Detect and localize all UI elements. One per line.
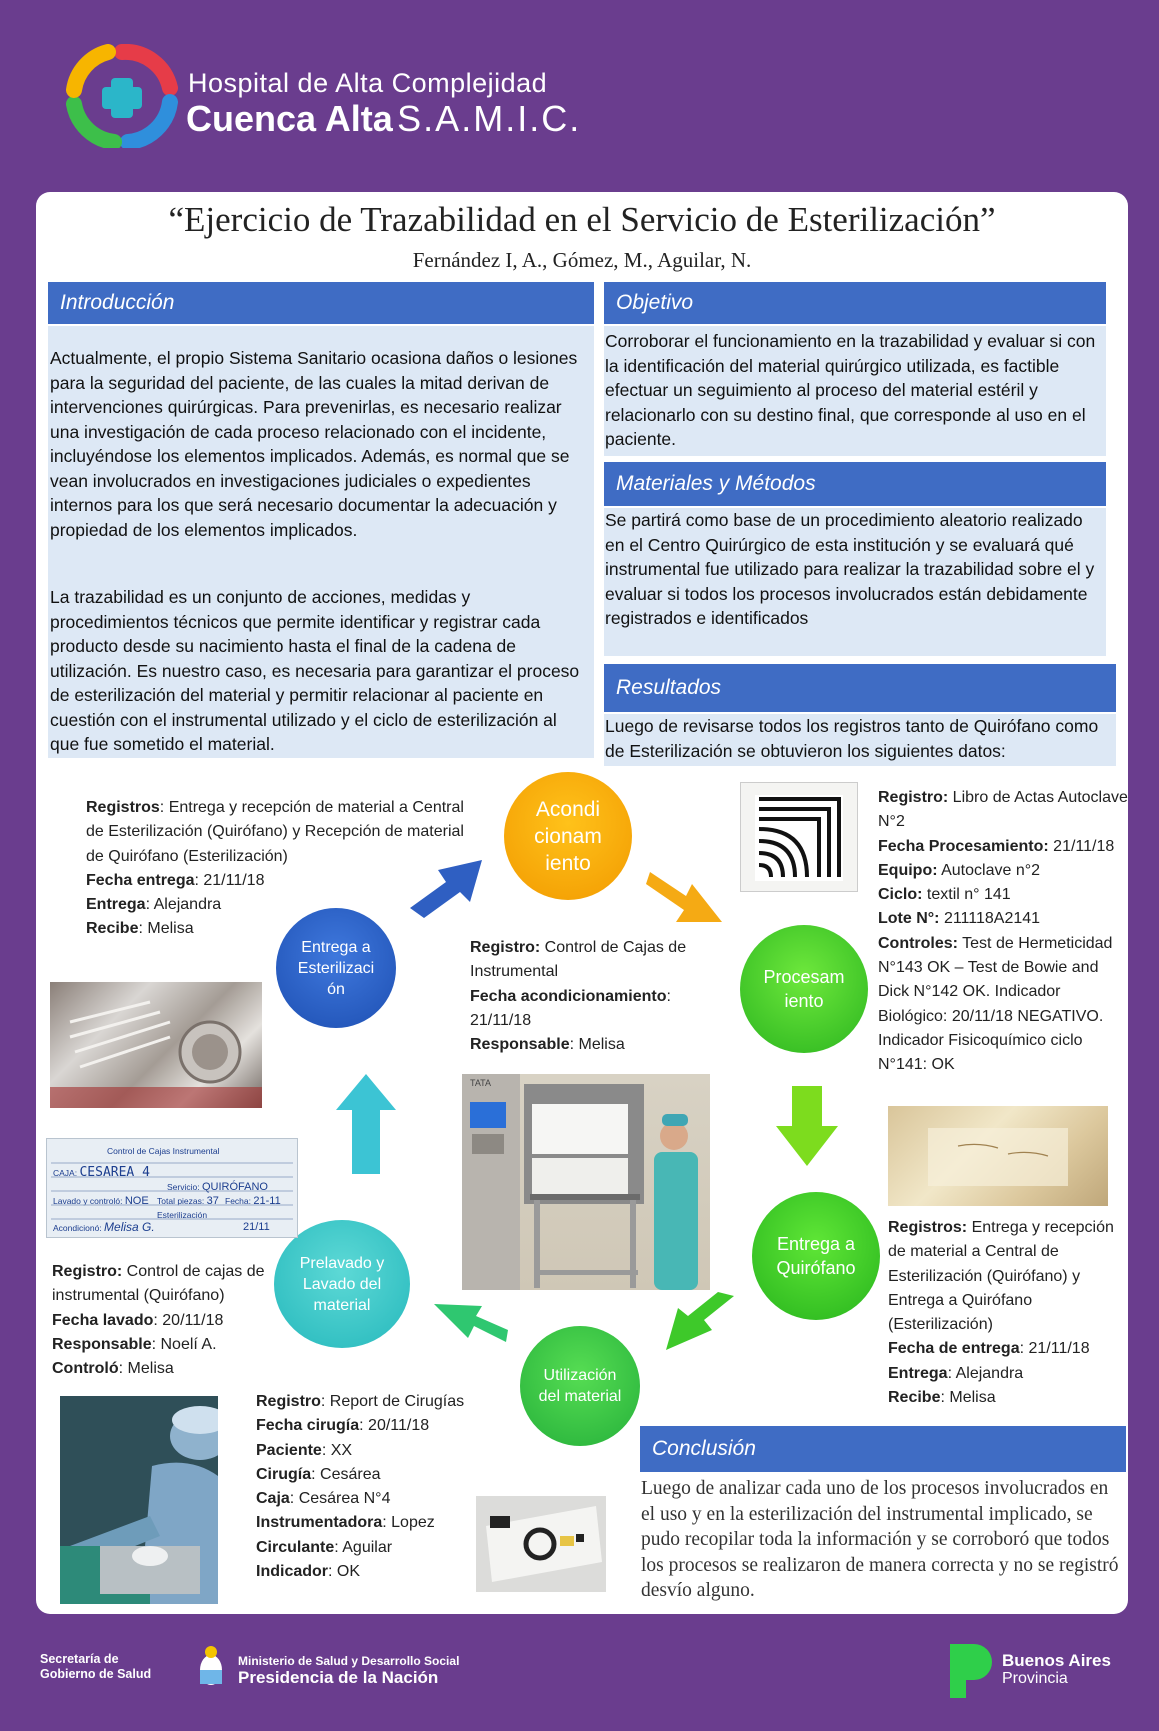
resultados-text: Luego de revisarse todos los registros tanto de Quirófano como de Esterilización se obtuvieron los siguientes datos: [605,716,1099,761]
conclusion-text: Luego de analizar cada uno de los procesos involucrados en el uso y en la esterilización del instrumental implicado, se pudo recopilar toda la información y se corroboró que todos los procesos se realizaron de manera correcta y no se registró desvío alguno. [641,1478,1119,1601]
prelavado-step: Prelavado y Lavado del material [274,1220,410,1348]
introduccion-paragraph-2: La trazabilidad es un conjunto de acciones, medidas y procedimientos técnicos que permite identificar y registrar cada producto desde su nacimiento hasta el final de la cadena de utilización. Es nuestro caso, es necesaria para garantizar el proceso de esterilización del material y permitir relacionar al paciente en cuestión con el instrumental utilizado y el ciclo de esterilización al que fue sometido el material. [50,587,580,754]
acondicionamiento-step: Acondicionamiento [504,772,632,900]
bowie-dick-test-photo [740,782,858,892]
poster-title: “Ejercicio de Trazabilidad en el Servicio de Esterilización” [168,200,996,239]
registro-prelavado: Registro: Control de cajas de instrumental (Quirófano) Fecha lavado: 20/11/18 Responsable: Noelí A. Controló: Melisa [52,1263,265,1378]
introduccion-box [48,326,594,758]
autoclave-label: TATA [470,1078,491,1088]
hospital-logo-icon [66,44,178,148]
footer-ministerio: Ministerio de Salud y Desarrollo Social Presidencia de la Nación [238,1654,460,1687]
utilizacion-step: Utilización del material [520,1326,640,1446]
surgeon-photo [60,1396,218,1604]
materiales-heading: Materiales y Métodos [604,462,1106,506]
logo-line2: Cuenca Alta S.A.M.I.C. [186,98,582,139]
registro-procesamiento: Registro: Libro de Actas Autoclave N°2 Fecha Procesamiento: 21/11/18 Equipo: Autoclave n°2 Ciclo: textil n° 141 Lote N°: 211118A2141 Controles: Test de Hermeticidad N°143 OK – Test de Bowie and Dick N°142 OK. Indicador Biológico: 20/11/18 NEGATIVO. Indicador Fisicoquímico ciclo N°141: OK [878,789,1128,1074]
logo-line1: Hospital de Alta Complejidad [188,68,548,98]
arrow-down-icon [772,1084,842,1168]
footer-secretaria: Secretaría de Gobierno de Salud [40,1652,152,1681]
entrega-esterilizacion-step: Entrega a Esterilización [276,908,396,1028]
arrow-up-left-icon [430,1300,510,1366]
argentina-coat-of-arms-icon [196,1644,226,1690]
autoclave-photo [462,1074,710,1290]
indicator-strip-photo [476,1496,606,1592]
poster-authors: Fernández I, A., Gómez, M., Aguilar, N. [412,248,752,272]
materiales-box [604,508,1106,656]
registro-entrega-esterilizacion: Registros: Entrega y recepción de material a Central de Esterilización (Quirófano) y Recepción de material de Quirófano (Esterilización) Fecha entrega: 21/11/18 Entrega: Alejandra Recibe: Melisa [86,799,464,938]
arrow-up-icon [334,1072,398,1176]
instrument-tray-photo [50,982,262,1108]
introduccion-heading: Introducción [48,282,594,324]
resultados-heading: Resultados [604,664,1116,712]
registro-entrega-quirofano: Registros: Entrega y recepción de material a Central de Esterilización (Quirófano) y Entrega a Quirófano (Esterilización) Fecha de entrega: 21/11/18 Entrega: Alejandra Recibe: Melisa [888,1219,1114,1407]
entrega-quirofano-step: Entrega a Quirófano [752,1192,880,1320]
resultados-box [604,714,1116,766]
arrow-down-right-icon [644,856,728,930]
footer-buenos-aires: Buenos Aires Provincia [1002,1651,1111,1687]
buenos-aires-logo-icon [946,1640,996,1702]
objetivo-box [604,326,1106,456]
introduccion-paragraph-1: Actualmente, el propio Sistema Sanitario ocasiona daños o lesiones para la seguridad del paciente, de las cuales la mitad derivan de intervenciones quirúrgicas. Para prevenirlas, es necesario realizar una investigación de cada proceso relacionado con el incidente, incluyéndose los elementos implicados. Además, es normal que se vean involucrados en investigaciones judiciales o expedientes internos para los que será necesario documentar la adecuación y propiedad de los elementos implicados. [50,348,578,540]
objetivo-heading: Objetivo [604,282,1106,324]
conclusion-heading: Conclusión [640,1426,1126,1472]
materiales-text: Se partirá como base de un procedimiento aleatorio realizado en el Centro Quirúrgico de esta institución y se evaluará qué instrumental fue utilizado para realizar la trazabilidad sobre el y evaluar si todos los procesos involucrados están debidamente registrados e identificados [605,510,1095,628]
registro-utilizacion: Registro: Report de Cirugías Fecha cirugía: 20/11/18 Paciente: XX Cirugía: Cesárea Caja: Cesárea N°4 Instrumentadora: Lopez Circulante: Aguilar Indicador: OK [256,1393,465,1581]
registro-acondicionamiento: Registro: Control de Cajas de Instrumental Fecha acondicionamiento: 21/11/18 Responsable: Melisa [470,939,687,1054]
sealed-package-photo [888,1106,1108,1206]
objetivo-text: Corroborar el funcionamiento en la trazabilidad y evaluar si con la identificación del material quirúrgico utilizada, es factible efectuar un seguimiento al proceso del material estéril y relacionarlo con su destino final, que corresponde al uso en el paciente. [605,331,1096,449]
arrow-down-left-icon [660,1290,740,1354]
control-cajas-form-photo: Control de Cajas Instrumental CAJA: CESAREA 4 Servicio: QUIRÓFANO Lavado y controló: NOE Total piezas: 37 Fecha: 21-11 Esterilización Acondicionó: Melisa G. 21/11 [46,1138,298,1238]
procesamiento-step: Procesamiento [740,925,868,1053]
